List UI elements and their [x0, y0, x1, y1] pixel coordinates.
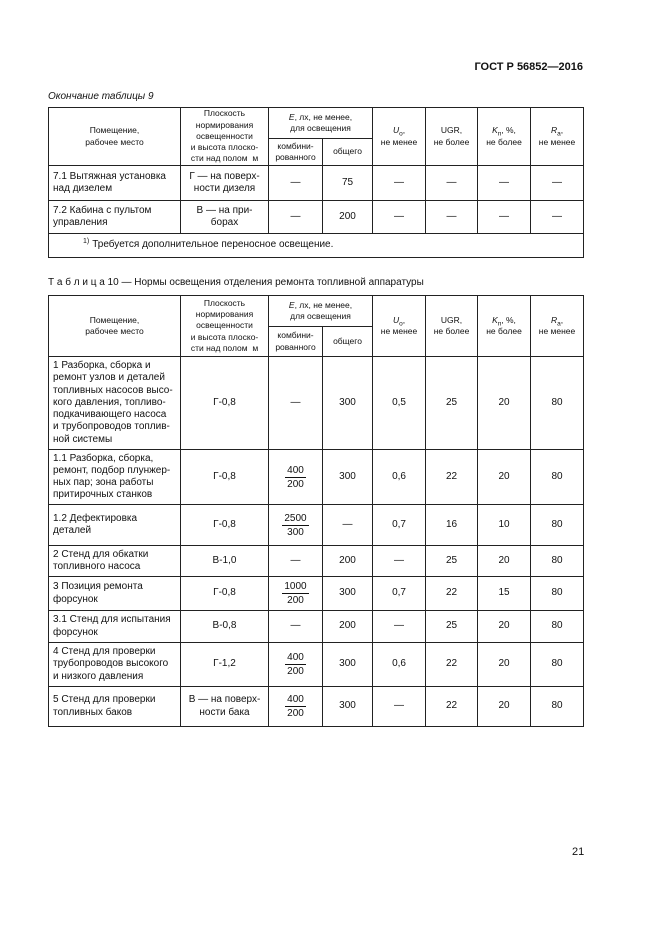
cell-ugr [426, 505, 478, 546]
cell-room [49, 577, 181, 611]
header-color-rendering-line1 [533, 315, 581, 326]
footnote-text: Требуется дополнительное переносное освещение. [92, 239, 334, 251]
fraction-value [282, 581, 308, 606]
header-ugr [426, 108, 478, 166]
ugr-value: 16 [445, 518, 458, 530]
pulsation-value: 20 [498, 658, 510, 670]
cell-pulsation [478, 643, 531, 687]
ugr-value: — [446, 176, 457, 188]
uniformity-value: — [394, 700, 405, 712]
ugr-value: — [446, 210, 457, 222]
cell-room [49, 357, 181, 450]
cell-combined [269, 611, 323, 643]
uniformity-value: — [394, 176, 405, 188]
cell-plane [181, 505, 269, 546]
header-general-text: общего [333, 335, 362, 346]
combined-value: — [290, 176, 301, 188]
cell-combined [269, 201, 323, 234]
uniformity-value: 0,6 [392, 658, 406, 670]
pulsation-value: 15 [498, 587, 510, 599]
cell-uniformity [373, 611, 426, 643]
header-general [323, 327, 373, 357]
table-row [49, 505, 584, 546]
plane-text: Г-0,8 [213, 587, 236, 599]
header-color-rendering-suffix: , [560, 314, 564, 325]
cell-uniformity [373, 643, 426, 687]
fraction-value [285, 465, 306, 490]
header-pulsation-suffix: , %, [501, 314, 516, 325]
color-rendering-value: 80 [551, 658, 563, 670]
ugr-value: 22 [445, 700, 458, 712]
cell-pulsation [478, 687, 531, 727]
color-rendering-value: 80 [551, 587, 563, 599]
room-text: 1 Разборка, сборка и ремонт узлов и деталей топливных насосов высо- кого давления, топливо- подкачивающего насоса и трубопроводов топлив- ной системы [53, 360, 173, 445]
header-color-rendering [531, 296, 584, 357]
uniformity-value: 0,7 [392, 587, 406, 599]
cell-ugr [426, 450, 478, 505]
header-ugr-text: UGR, не более [433, 314, 470, 336]
header-illuminance-unit: , лх, не менее, [294, 299, 353, 310]
subscript-p: п [497, 130, 502, 138]
pulsation-value: 20 [498, 700, 510, 712]
general-value: — [342, 518, 353, 530]
header-combined-text: комбини- рованного [275, 140, 316, 162]
subscript-p: п [497, 320, 502, 328]
uniformity-value: 0,7 [392, 518, 406, 530]
header-room-text: Помещение, рабочее место [85, 314, 144, 336]
cell-general [323, 201, 373, 234]
symbol-r: R [550, 314, 558, 325]
table-continuation-caption: Окончание таблицы 9 [48, 91, 154, 102]
header-color-rendering-line1 [533, 125, 581, 136]
cell-room [49, 687, 181, 727]
header-plane [181, 108, 269, 166]
header-pulsation [478, 108, 531, 166]
fraction-denominator: 200 [287, 595, 304, 606]
symbol-e: E [288, 299, 295, 310]
general-value: 300 [339, 587, 356, 599]
header-color-rendering-suffix: , [560, 125, 564, 136]
cell-color-rendering [531, 687, 584, 727]
header-ugr-text: UGR, не более [433, 125, 470, 147]
cell-ugr [426, 357, 478, 450]
plane-text: Г-0,8 [213, 396, 236, 408]
table-10-title: Т а б л и ц а 10 — Нормы освещения отделения ремонта топливной аппаратуры [48, 277, 424, 288]
fraction-numerator: 400 [287, 464, 304, 476]
cell-plane [181, 201, 269, 234]
cell-combined [269, 687, 323, 727]
general-value: 300 [339, 470, 356, 482]
cell-plane [181, 166, 269, 201]
cell-combined [269, 166, 323, 201]
pulsation-value: 10 [498, 518, 510, 530]
header-room [49, 108, 181, 166]
header-color-rendering [531, 108, 584, 166]
table-row [49, 357, 584, 450]
cell-general [323, 546, 373, 577]
general-value: 200 [339, 620, 356, 632]
table-header-row [49, 296, 584, 327]
color-rendering-value: 80 [551, 620, 563, 632]
cell-pulsation [478, 166, 531, 201]
symbol-k: K [492, 125, 498, 136]
cell-color-rendering [531, 577, 584, 611]
header-plane [181, 296, 269, 357]
header-illuminance [269, 108, 373, 139]
cell-ugr [426, 643, 478, 687]
table-row [49, 201, 584, 234]
header-pulsation [478, 296, 531, 357]
plane-text: Г — на поверх- ности дизеля [189, 170, 260, 194]
combined-value: — [290, 554, 301, 566]
fraction-numerator: 400 [287, 694, 304, 705]
ugr-value: 25 [445, 396, 458, 408]
color-rendering-value: — [552, 210, 563, 222]
header-illuminance-line1 [271, 112, 370, 123]
cell-pulsation [478, 201, 531, 234]
cell-uniformity [373, 546, 426, 577]
document-id: ГОСТ Р 56852—2016 [474, 61, 583, 73]
room-text: 3 Позиция ремонта форсунок [53, 581, 143, 605]
room-text: 7.1 Вытяжная установка над дизелем [53, 170, 166, 194]
pulsation-value: 20 [498, 620, 510, 632]
uniformity-value: — [394, 620, 405, 632]
cell-plane [181, 546, 269, 577]
subscript-a: a [557, 320, 561, 328]
plane-text: Г-1,2 [213, 658, 236, 670]
header-uniformity-line1 [375, 315, 423, 326]
ugr-value: 22 [445, 587, 458, 599]
header-uniformity-line2: не менее [380, 136, 418, 147]
color-rendering-value: 80 [551, 554, 563, 566]
cell-color-rendering [531, 166, 584, 201]
table-row [49, 687, 584, 727]
pulsation-value: 20 [498, 396, 510, 408]
color-rendering-value: 80 [551, 470, 563, 482]
plane-text: Г-0,8 [213, 518, 236, 530]
cell-general [323, 611, 373, 643]
table-9 [48, 107, 584, 258]
header-uniformity [373, 296, 426, 357]
header-pulsation-line1 [480, 125, 528, 136]
table-row [49, 577, 584, 611]
header-pulsation-line2: не более [486, 136, 522, 147]
room-text: 4 Стенд для проверки трубопроводов высокого и низкого давления [53, 646, 169, 682]
cell-ugr [426, 166, 478, 201]
header-plane-text: Плоскость нормирования освещенности и высота плоско- сти над полом м [190, 297, 259, 353]
header-pulsation-suffix: , %, [501, 125, 516, 136]
header-ugr [426, 296, 478, 357]
cell-uniformity [373, 450, 426, 505]
combined-value: — [290, 396, 301, 408]
cell-uniformity [373, 505, 426, 546]
cell-room [49, 450, 181, 505]
pulsation-value: — [499, 176, 510, 188]
cell-room [49, 546, 181, 577]
color-rendering-value: — [552, 176, 563, 188]
cell-pulsation [478, 450, 531, 505]
room-text: 5 Стенд для проверки топливных баков [53, 694, 156, 718]
header-uniformity-line1 [375, 125, 423, 136]
cell-room [49, 201, 181, 234]
header-room-text: Помещение, рабочее место [85, 125, 144, 147]
cell-pulsation [478, 546, 531, 577]
cell-color-rendering [531, 450, 584, 505]
symbol-u: U [392, 125, 400, 136]
cell-ugr [426, 687, 478, 727]
cell-pulsation [478, 577, 531, 611]
table-row [49, 643, 584, 687]
cell-room [49, 166, 181, 201]
header-illuminance-line2: для освещения [290, 123, 351, 133]
cell-ugr [426, 201, 478, 234]
cell-combined [269, 643, 323, 687]
cell-combined [269, 546, 323, 577]
footnote [49, 234, 584, 258]
general-value: 75 [341, 176, 354, 188]
cell-uniformity [373, 357, 426, 450]
cell-combined [269, 577, 323, 611]
fraction-value [285, 694, 306, 719]
cell-general [323, 450, 373, 505]
cell-uniformity [373, 201, 426, 234]
cell-ugr [426, 546, 478, 577]
color-rendering-value: 80 [551, 396, 563, 408]
header-color-rendering-line2: не менее [538, 326, 576, 336]
cell-color-rendering [531, 643, 584, 687]
table-footnote-row [49, 234, 584, 258]
combined-value: — [290, 210, 301, 222]
header-illuminance-unit: , лх, не менее, [294, 111, 353, 122]
subscript-o: о [399, 320, 403, 328]
cell-ugr [426, 577, 478, 611]
cell-combined [269, 357, 323, 450]
uniformity-value: 0,5 [392, 396, 406, 408]
cell-uniformity [373, 577, 426, 611]
fraction-numerator: 400 [287, 652, 304, 663]
cell-room [49, 505, 181, 546]
general-value: 300 [339, 700, 356, 712]
uniformity-value: — [394, 210, 405, 222]
header-combined [269, 327, 323, 357]
pulsation-value: — [499, 210, 510, 222]
subscript-a: a [557, 130, 561, 138]
cell-room [49, 643, 181, 687]
room-text: 7.2 Кабина с пультом управления [53, 204, 152, 228]
cell-pulsation [478, 505, 531, 546]
room-text: 1.2 Дефектировка деталей [53, 512, 138, 536]
header-color-rendering-line2: не менее [538, 136, 576, 147]
cell-plane [181, 357, 269, 450]
ugr-value: 22 [445, 658, 458, 670]
fraction-denominator: 200 [287, 478, 304, 490]
pulsation-value: 20 [498, 554, 510, 566]
cell-color-rendering [531, 505, 584, 546]
header-pulsation-line2: не более [486, 326, 522, 336]
plane-text: В-1,0 [212, 554, 237, 566]
cell-color-rendering [531, 357, 584, 450]
cell-ugr [426, 611, 478, 643]
table-row [49, 450, 584, 505]
cell-combined [269, 505, 323, 546]
fraction-denominator: 200 [287, 666, 304, 677]
symbol-e: E [288, 111, 295, 122]
header-illuminance [269, 296, 373, 327]
header-general [323, 139, 373, 166]
room-text: 1.1 Разборка, сборка, ремонт, подбор плунжер- ных пар; зона работы притирочных станков [53, 452, 171, 501]
color-rendering-value: 80 [551, 518, 563, 530]
header-combined-text: комбини- рованного [275, 330, 316, 352]
cell-pulsation [478, 357, 531, 450]
cell-general [323, 687, 373, 727]
table-row [49, 611, 584, 643]
header-pulsation-line1 [480, 315, 528, 326]
general-value: 200 [339, 554, 356, 566]
header-uniformity-suffix: , [402, 125, 406, 136]
header-room [49, 296, 181, 357]
header-general-text: общего [333, 146, 362, 157]
cell-color-rendering [531, 201, 584, 234]
symbol-u: U [392, 314, 400, 325]
fraction-value [285, 652, 306, 677]
plane-text: В — на поверх- ности бака [188, 694, 261, 718]
header-plane-text: Плоскость нормирования освещенности и высота плоско- сти над полом м [190, 108, 259, 164]
cell-general [323, 357, 373, 450]
general-value: 200 [339, 210, 356, 222]
general-value: 300 [339, 396, 356, 408]
plane-text: В-0,8 [212, 620, 237, 632]
cell-plane [181, 611, 269, 643]
pulsation-value: 20 [498, 470, 510, 482]
general-value: 300 [339, 658, 356, 670]
fraction-value [282, 513, 308, 538]
fraction-numerator: 2500 [284, 512, 307, 524]
fraction-denominator: 200 [287, 708, 304, 719]
cell-color-rendering [531, 546, 584, 577]
subscript-o: о [399, 130, 403, 138]
page-number: 21 [572, 846, 585, 858]
table-row [49, 166, 584, 201]
cell-pulsation [478, 611, 531, 643]
cell-general [323, 643, 373, 687]
room-text: 3.1 Стенд для испытания форсунок [53, 614, 171, 638]
uniformity-value: 0,6 [392, 470, 406, 482]
cell-room [49, 611, 181, 643]
cell-uniformity [373, 687, 426, 727]
header-combined [269, 139, 323, 166]
symbol-r: R [550, 125, 558, 136]
cell-general [323, 166, 373, 201]
fraction-denominator: 300 [287, 526, 304, 538]
cell-uniformity [373, 166, 426, 201]
cell-general [323, 577, 373, 611]
symbol-k: K [492, 314, 498, 325]
cell-plane [181, 643, 269, 687]
header-uniformity-suffix: , [402, 314, 406, 325]
table-row [49, 546, 584, 577]
cell-color-rendering [531, 611, 584, 643]
footnote-mark: 1) [83, 238, 90, 246]
room-text: 2 Стенд для обкатки топливного насоса [53, 548, 149, 572]
table-10 [48, 295, 584, 727]
header-illuminance-line2: для освещения [290, 311, 351, 321]
cell-plane [181, 450, 269, 505]
cell-plane [181, 577, 269, 611]
ugr-value: 25 [445, 620, 458, 632]
header-uniformity-line2: не менее [380, 326, 418, 336]
fraction-numerator: 1000 [284, 581, 307, 592]
header-uniformity [373, 108, 426, 166]
cell-general [323, 505, 373, 546]
ugr-value: 25 [445, 554, 458, 566]
plane-text: В — на при- борах [196, 204, 253, 228]
cell-plane [181, 687, 269, 727]
header-illuminance-line1 [271, 300, 370, 311]
cell-combined [269, 450, 323, 505]
color-rendering-value: 80 [551, 700, 563, 712]
ugr-value: 22 [445, 470, 458, 482]
uniformity-value: — [394, 554, 405, 566]
table-header-row [49, 108, 584, 139]
combined-value: — [290, 620, 301, 632]
plane-text: Г-0,8 [213, 470, 236, 482]
